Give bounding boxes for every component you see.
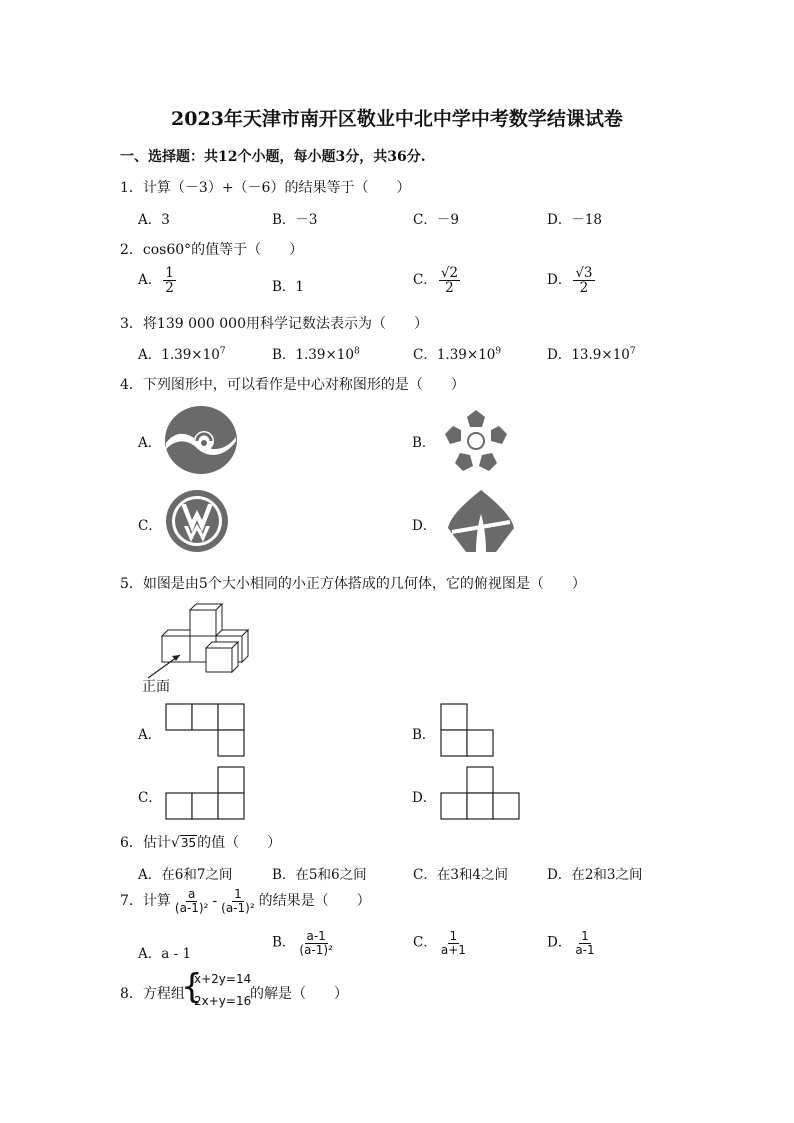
q2-option-c-label: C． [413, 272, 437, 289]
q7-f1-den: (a-1)² [174, 900, 209, 915]
q8-equation-2: 2x+y=16 [194, 994, 252, 1008]
q4-figure-a-swirl-icon[interactable] [164, 405, 238, 475]
q4-option-c[interactable]: C． [138, 518, 162, 534]
q7-b-num: a-1 [306, 929, 326, 943]
q7-d-num: 1 [581, 929, 589, 943]
q8-stem-post: 的解是（ ） [250, 986, 348, 1002]
q7-f1-num: a [187, 887, 196, 901]
q4-stem: 4．下列图形中，可以看作是中心对称图形的是（ ） [120, 377, 465, 393]
q4-figure-d-road-sign-icon[interactable] [446, 488, 516, 554]
q2-c-num: √2 [440, 265, 459, 281]
q7-b-fraction [297, 930, 335, 956]
q5-option-d[interactable]: D． [412, 790, 437, 806]
q1-option-c[interactable]: C．－9 [413, 212, 459, 228]
q3-option-a[interactable] [138, 343, 226, 363]
q3-d-base: D．13.9×10 [547, 347, 630, 363]
q7-fraction-1 [173, 888, 211, 914]
q6-stem [120, 832, 281, 852]
q4-option-d[interactable]: D． [412, 518, 437, 534]
q1-option-b[interactable]: B．－3 [272, 212, 318, 228]
q7-stem-post: 的结果是（ ） [258, 893, 371, 910]
q5-option-a[interactable]: A． [138, 727, 162, 743]
q8-brace: { [181, 967, 203, 1007]
q7-option-b-label: B． [272, 934, 296, 951]
q5-figure-d-grid[interactable] [440, 766, 522, 822]
q6-radicand: 35 [180, 836, 197, 850]
q6-stem-post: 的值（ ） [197, 835, 282, 851]
q5-option-b[interactable]: B． [412, 727, 436, 743]
q3-option-d[interactable] [547, 343, 636, 363]
q2-a-fraction [163, 266, 176, 295]
q2-c-fraction [439, 266, 460, 295]
q2-option-b[interactable]: B．1 [272, 279, 305, 295]
q3-b-base: B．1.39×10 [272, 347, 354, 363]
q4-option-b[interactable]: B． [412, 435, 436, 451]
q6-option-a[interactable]: A．在6和7之间 [138, 867, 233, 883]
q7-c-fraction [439, 930, 468, 956]
q6-option-c[interactable]: C．在3和4之间 [413, 867, 509, 883]
q5-option-c[interactable]: C． [138, 790, 162, 806]
q7-option-a[interactable]: A．a - 1 [138, 946, 192, 962]
q7-stem [120, 888, 371, 914]
q3-option-c[interactable] [413, 343, 501, 363]
q7-f2-num: 1 [234, 887, 242, 901]
q7-option-c[interactable] [413, 930, 470, 956]
q2-stem: 2．cos60°的值等于（ ） [120, 242, 304, 258]
q4-option-a[interactable]: A． [138, 435, 162, 451]
q2-d-den: 2 [579, 280, 589, 297]
q1-option-a[interactable]: A．3 [138, 212, 170, 228]
q2-option-c[interactable] [413, 266, 462, 295]
q7-option-c-label: C． [413, 934, 437, 951]
q6-radical: √35 [170, 835, 197, 851]
q3-a-base: A．1.39×10 [138, 347, 220, 363]
q7-d-fraction [573, 930, 596, 956]
q3-d-exp: 7 [629, 346, 636, 357]
q7-b-den: (a-1)² [299, 942, 333, 957]
q4-figure-c-vw-logo-icon[interactable] [164, 488, 230, 554]
q6-stem-pre: 6．估计 [120, 835, 171, 851]
q2-option-d-label: D． [547, 272, 572, 289]
q3-option-b[interactable] [272, 343, 360, 363]
q6-option-b[interactable]: B．在5和6之间 [272, 867, 367, 883]
q7-option-b[interactable] [272, 930, 337, 956]
q5-figure-a-grid[interactable] [165, 703, 247, 759]
q2-option-a[interactable] [138, 266, 178, 295]
q2-a-num: 1 [165, 265, 174, 281]
q3-c-base: C．1.39×10 [413, 347, 496, 363]
q4-figure-b-pentagons-icon[interactable] [443, 408, 509, 472]
q7-c-num: 1 [449, 929, 458, 943]
q7-c-den: a+1 [440, 942, 466, 957]
page-title: 2023年天津市南开区敬业中北中学中考数学结课试卷 [171, 108, 623, 130]
q5-figure-b-grid[interactable] [440, 703, 498, 759]
q3-a-exp: 7 [219, 346, 226, 357]
q7-option-d[interactable] [547, 930, 599, 956]
q7-minus: - [212, 893, 218, 910]
q7-fraction-2 [219, 888, 257, 914]
q1-stem: 1．计算（－3）+（－6）的结果等于（ ） [120, 180, 411, 196]
q5-figure-c-grid[interactable] [165, 766, 247, 822]
q8-equation-1: x+2y=14 [194, 972, 252, 986]
q5-front-label: 正面 [142, 679, 170, 695]
q3-b-exp: 8 [353, 346, 360, 357]
q2-option-d[interactable] [547, 266, 597, 295]
q2-option-a-label: A． [138, 272, 162, 289]
q7-f2-den: (a-1)² [221, 900, 255, 915]
q6-option-d[interactable]: D．在2和3之间 [547, 867, 643, 883]
q2-c-den: 2 [445, 280, 454, 297]
q7-option-d-label: D． [547, 934, 572, 951]
q8-stem-pre: 8．方程组 [120, 986, 185, 1002]
q7-d-den: a-1 [575, 942, 595, 957]
section-heading: 一、选择题：共12个小题，每小题3分，共36分. [120, 149, 426, 165]
q5-stem: 5．如图是由5个大小相同的小正方体搭成的几何体，它的俯视图是（ ） [120, 576, 586, 592]
q2-a-den: 2 [165, 280, 174, 297]
q7-stem-pre: 7．计算 [120, 893, 171, 910]
q2-d-num: √3 [575, 265, 593, 281]
q2-d-fraction [573, 266, 594, 295]
q1-option-d[interactable]: D．－18 [547, 212, 603, 228]
q3-stem: 3．将139 000 000用科学记数法表示为（ ） [120, 316, 428, 332]
q3-c-exp: 9 [495, 346, 502, 357]
